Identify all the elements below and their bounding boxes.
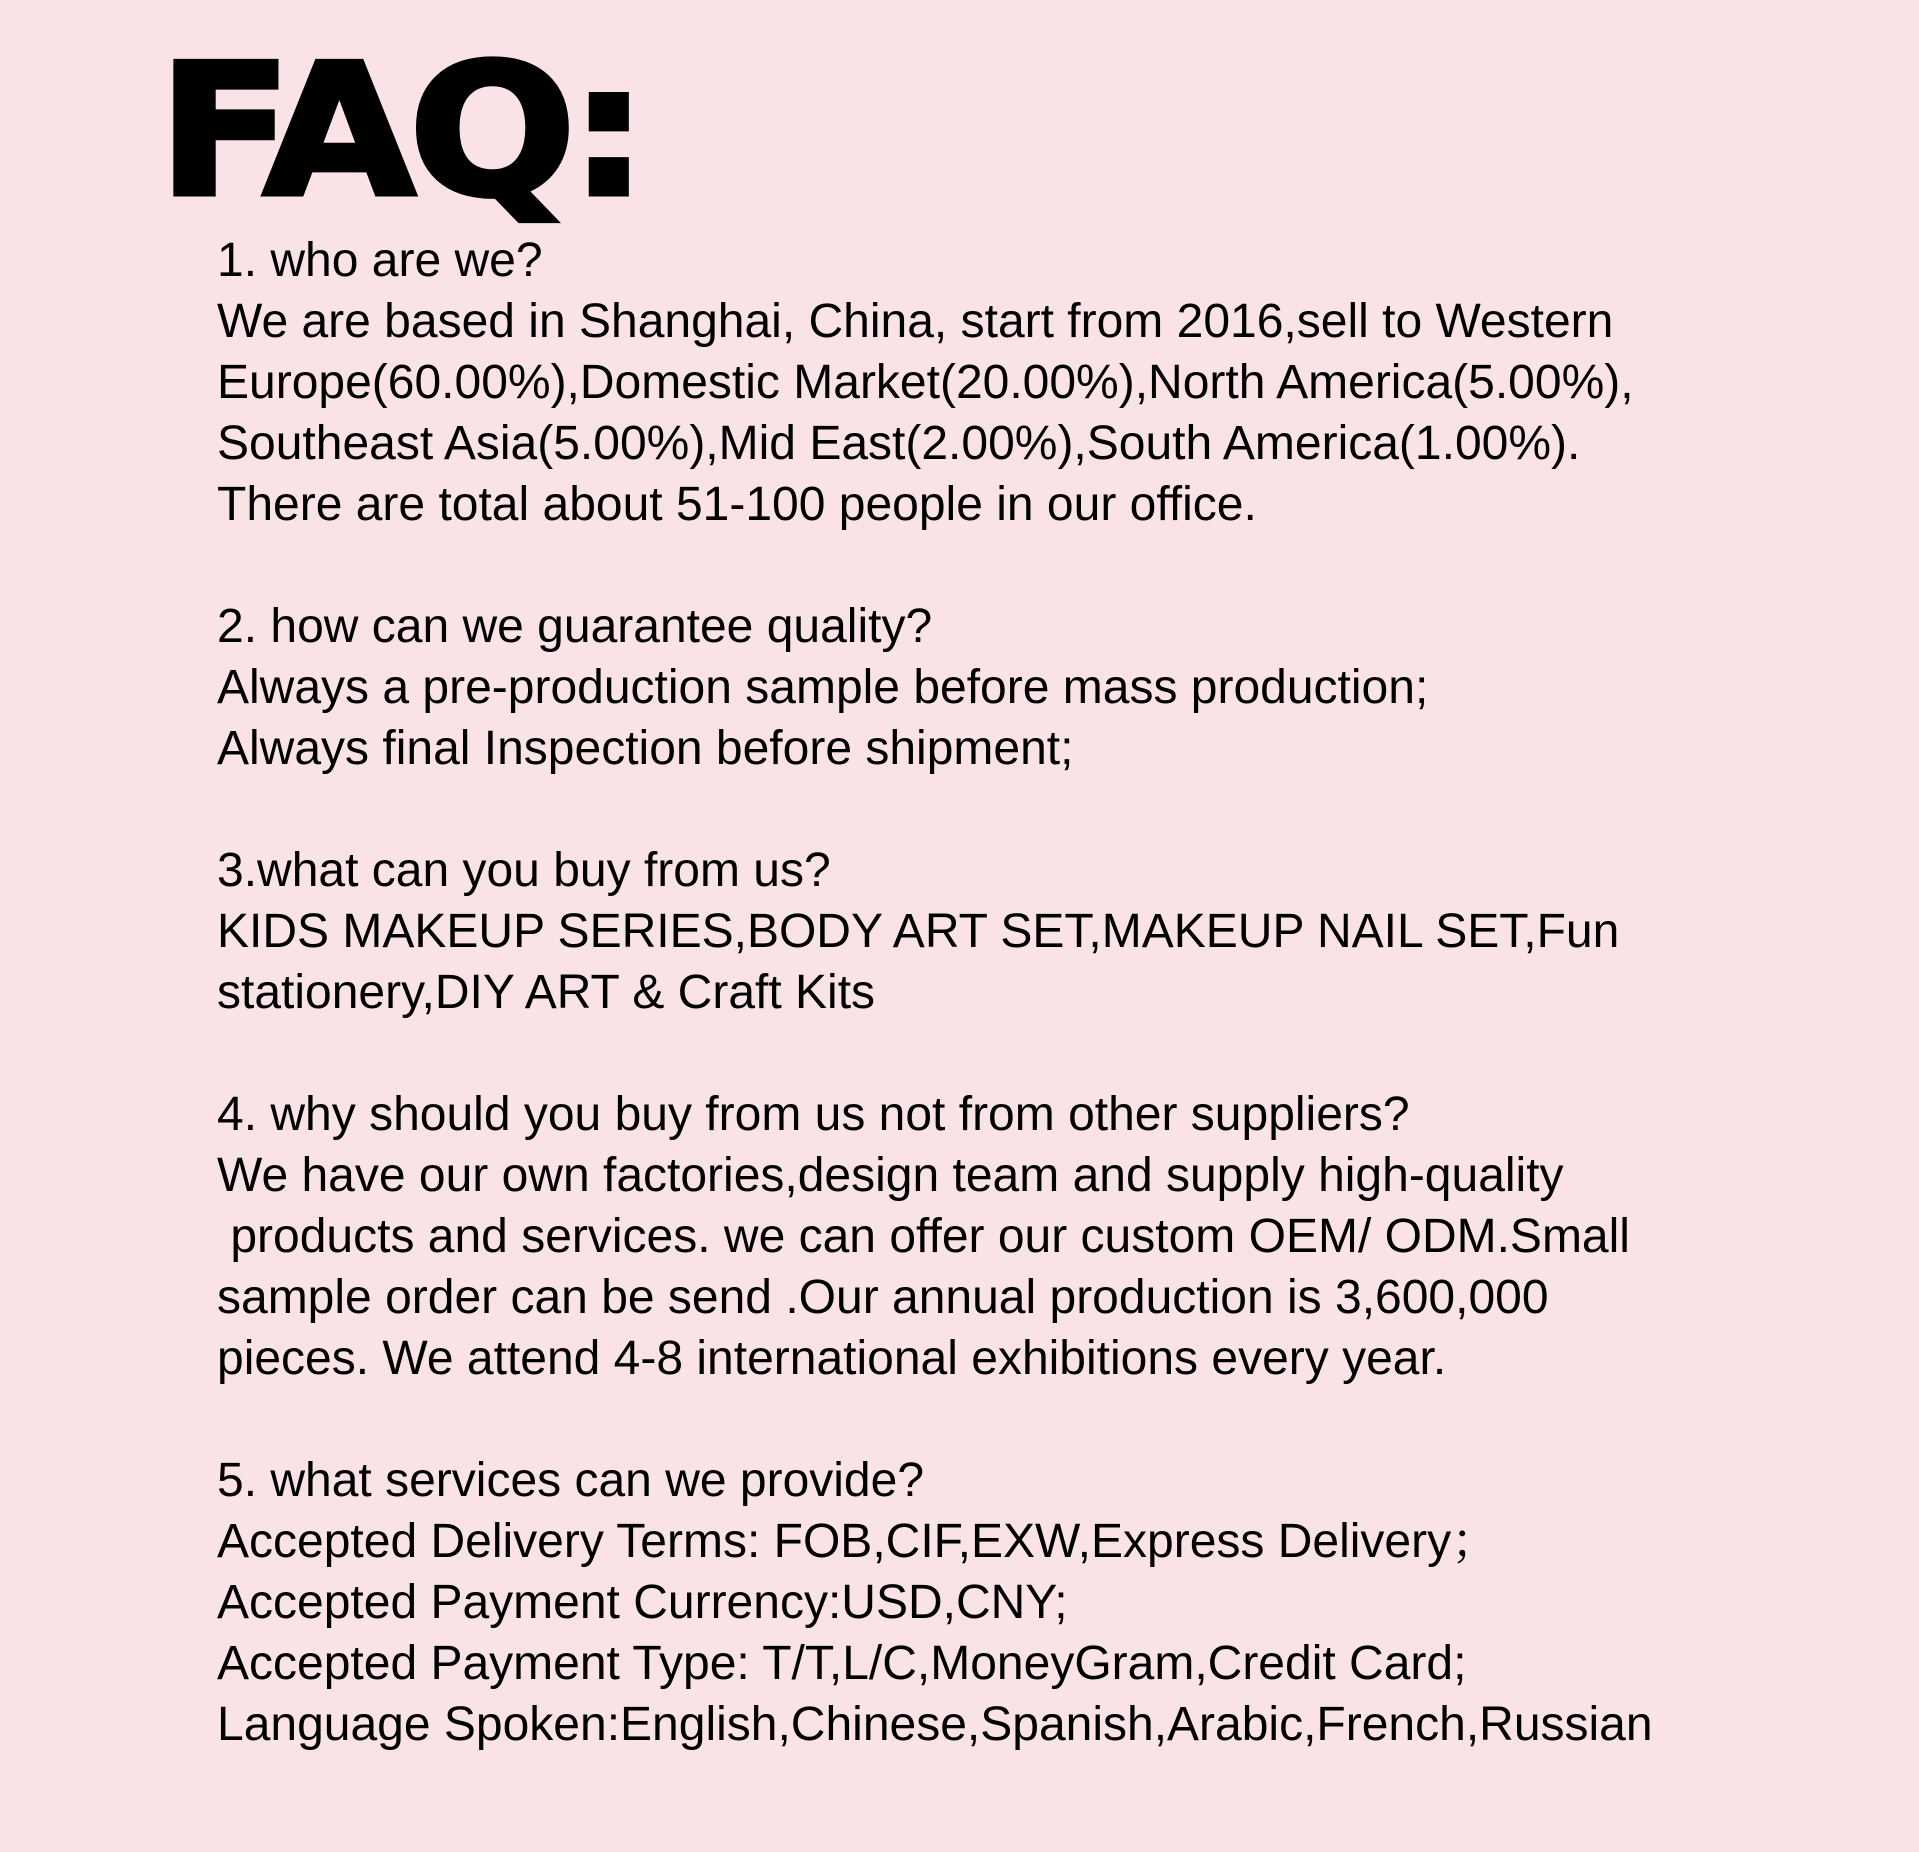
faq-question: 4. why should you buy from us not from other suppliers? xyxy=(217,1088,1410,1141)
faq-question: 1. who are we? xyxy=(217,234,543,287)
faq-answer-line: We have our own factories,design team and supply high-quality xyxy=(217,1149,1564,1202)
faq-answer-line: Southeast Asia(5.00%),Mid East(2.00%),South America(1.00%). xyxy=(217,417,1581,470)
faq-answer-line: products and services. we can offer our custom OEM/ ODM.Small xyxy=(217,1210,1630,1263)
faq-answer-line: Accepted Payment Type: T/T,L/C,MoneyGram,Credit Card; xyxy=(217,1637,1467,1690)
faq-question: 2. how can we guarantee quality? xyxy=(217,600,933,653)
faq-answer-line: pieces. We attend 4-8 international exhibitions every year. xyxy=(217,1332,1447,1385)
faq-answer-line: Europe(60.00%),Domestic Market(20.00%),North America(5.00%), xyxy=(217,356,1634,409)
faq-answer-line: We are based in Shanghai, China, start from 2016,sell to Western xyxy=(217,295,1614,348)
faq-item-5 xyxy=(217,1450,1907,1755)
faq-answer-line: Always a pre-production sample before mass production; xyxy=(217,661,1429,714)
page-title: FAQ: xyxy=(158,25,642,237)
faq-item-2 xyxy=(217,596,1907,779)
faq-answer-line: KIDS MAKEUP SERIES,BODY ART SET,MAKEUP NAIL SET,Fun xyxy=(217,905,1620,958)
faq-item-3 xyxy=(217,840,1907,1023)
faq-item-4 xyxy=(217,1084,1907,1389)
faq-answer-line: Accepted Payment Currency:USD,CNY; xyxy=(217,1576,1068,1629)
faq-answer-line: Accepted Delivery Terms: FOB,CIF,EXW,Express Delivery； xyxy=(217,1515,1500,1568)
faq-question: 5. what services can we provide? xyxy=(217,1454,925,1507)
faq-item-1 xyxy=(217,230,1907,535)
faq-answer-line: Language Spoken:English,Chinese,Spanish,Arabic,French,Russian xyxy=(217,1698,1653,1751)
faq-answer-line: Always final Inspection before shipment; xyxy=(217,722,1074,775)
faq-answer-line: sample order can be send .Our annual production is 3,600,000 xyxy=(217,1271,1549,1324)
faq-question: 3.what can you buy from us? xyxy=(217,844,831,897)
faq-answer-line: There are total about 51-100 people in our office. xyxy=(217,478,1257,531)
faq-answer-line: stationery,DIY ART & Craft Kits xyxy=(217,966,876,1019)
faq-list xyxy=(217,230,1907,1816)
